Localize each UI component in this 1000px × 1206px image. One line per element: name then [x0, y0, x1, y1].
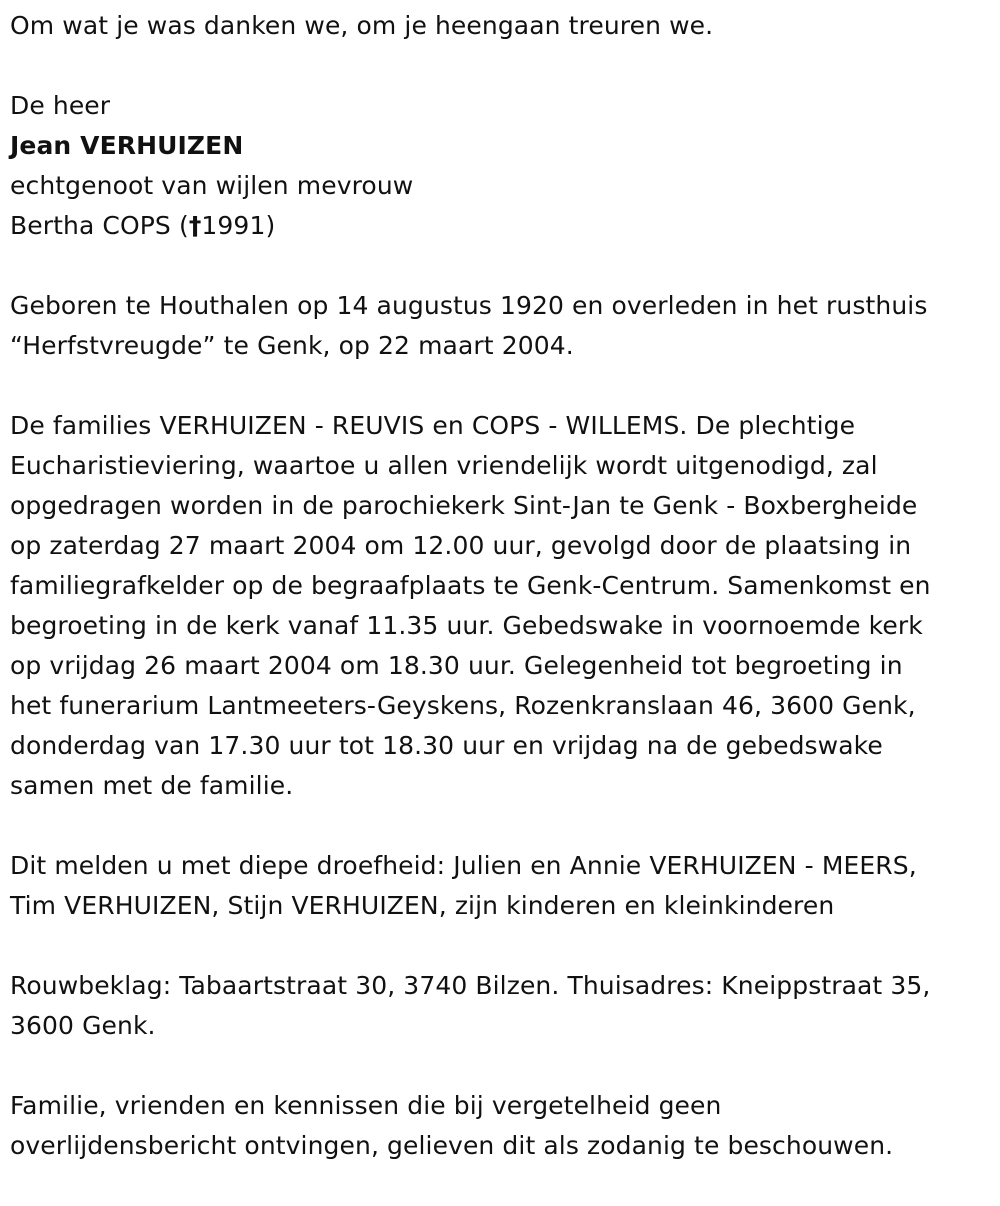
paragraph-line: Eucharistieviering, waartoe u allen vriendelijk wordt uitgenodigd, zal — [10, 451, 878, 480]
paragraph-line: overlijdensbericht ontvingen, gelieven dit als zodanig te beschouwen. — [10, 1131, 894, 1160]
announcement-paragraph — [10, 846, 990, 926]
dagger-icon: † — [188, 211, 202, 240]
paragraph-line: familiegrafkelder op de begraafplaats te Genk-Centrum. Samenkomst en — [10, 571, 931, 600]
paragraph-line: De families VERHUIZEN - REUVIS en COPS - WILLEMS. De plechtige — [10, 411, 856, 440]
paragraph-line: Familie, vrienden en kennissen die bij vergetelheid geen — [10, 1091, 722, 1120]
spacer — [10, 46, 990, 86]
paragraph-line: het funerarium Lantmeeters-Geyskens, Rozenkranslaan 46, 3600 Genk, — [10, 691, 916, 720]
spacer — [10, 366, 990, 406]
ceremony-paragraph — [10, 406, 990, 806]
paragraph-line: “Herfstvreugde” te Genk, op 22 maart 2004. — [10, 331, 574, 360]
paragraph-line: samen met de familie. — [10, 771, 294, 800]
birth-death-paragraph — [10, 286, 990, 366]
paragraph-line: op zaterdag 27 maart 2004 om 12.00 uur, gevolgd door de plaatsing in — [10, 531, 912, 560]
spouse-line: echtgenoot van wijlen mevrouw — [10, 171, 414, 200]
closing-paragraph — [10, 1086, 990, 1166]
address-paragraph — [10, 966, 990, 1046]
paragraph-line: Rouwbeklag: Tabaartstraat 30, 3740 Bilzen. Thuisadres: Kneippstraat 35, — [10, 971, 931, 1000]
paragraph-line: Dit melden u met diepe droefheid: Julien en Annie VERHUIZEN - MEERS, — [10, 851, 917, 880]
intro-quote: Om wat je was danken we, om je heengaan treuren we. — [10, 11, 714, 40]
spouse-name-line — [10, 206, 990, 246]
spacer — [10, 926, 990, 966]
spacer — [10, 246, 990, 286]
paragraph-line: opgedragen worden in de parochiekerk Sint-Jan te Genk - Boxbergheide — [10, 491, 918, 520]
paragraph-line: donderdag van 17.30 uur tot 18.30 uur en vrijdag na de gebedswake — [10, 731, 883, 760]
spouse-death-year: 1991) — [201, 211, 276, 240]
paragraph-line: Geboren te Houthalen op 14 augustus 1920 en overleden in het rusthuis — [10, 291, 928, 320]
paragraph-line: begroeting in de kerk vanaf 11.35 uur. Gebedswake in voornoemde kerk — [10, 611, 923, 640]
spacer — [10, 806, 990, 846]
paragraph-line: Tim VERHUIZEN, Stijn VERHUIZEN, zijn kinderen en kleinkinderen — [10, 891, 835, 920]
deceased-name: Jean VERHUIZEN — [10, 131, 244, 160]
honorific: De heer — [10, 91, 111, 120]
paragraph-line: 3600 Genk. — [10, 1011, 156, 1040]
paragraph-line: op vrijdag 26 maart 2004 om 18.30 uur. Gelegenheid tot begroeting in — [10, 651, 903, 680]
spacer — [10, 1046, 990, 1086]
spouse-name: Bertha COPS ( — [10, 211, 189, 240]
